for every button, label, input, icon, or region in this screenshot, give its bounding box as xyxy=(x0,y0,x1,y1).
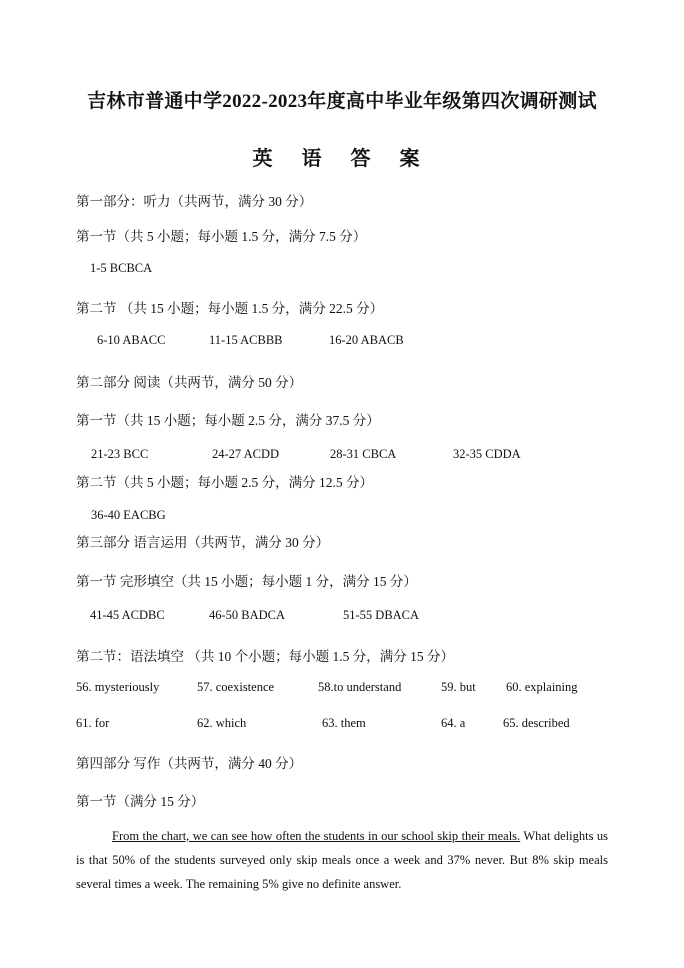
grammar-answer: 62. which xyxy=(197,716,247,730)
document-subtitle: 英 语 答 案 xyxy=(252,148,432,170)
part4-heading: 第四部分 写作（共两节，满分 40 分） xyxy=(76,756,303,771)
answer-group: 11-15 ACBBB xyxy=(209,333,283,347)
part3-heading: 第三部分 语言运用（共两节，满分 30 分） xyxy=(76,535,330,550)
part1-section2-heading: 第二节 （共 15 小题；每小题 1.5 分，满分 22.5 分） xyxy=(76,301,384,316)
grammar-answer: 61. for xyxy=(76,716,110,730)
answer-group: 24-27 ACDD xyxy=(212,447,280,461)
part3-section1-heading: 第一节 完形填空（共 15 小题；每小题 1 分，满分 15 分） xyxy=(76,574,417,589)
part4-section1-heading: 第一节（满分 15 分） xyxy=(76,794,205,809)
part2-heading: 第二部分 阅读（共两节，满分 50 分） xyxy=(76,375,303,390)
grammar-answer: 63. them xyxy=(322,716,366,730)
grammar-answer: 56. mysteriously xyxy=(76,680,160,694)
answer-group: 28-31 CBCA xyxy=(330,447,397,461)
document-title: 吉林市普通中学2022-2023年度高中毕业年级第四次调研测试 xyxy=(87,91,597,112)
essay-body-text: What delights us is that 50% of the students surveyed only skip meals once a week and 37% never. But 8% skip meals several times a week. The remaining 5% give no definite answer. xyxy=(76,829,608,891)
answer-group: 6-10 ABACC xyxy=(97,333,166,347)
answer-group: 32-35 CDDA xyxy=(453,447,521,461)
grammar-answer: 64. a xyxy=(441,716,466,730)
grammar-answer: 58.to understand xyxy=(318,680,402,694)
answer-group: 36-40 EACBG xyxy=(91,508,166,522)
part1-heading: 第一部分：听力（共两节，满分 30 分） xyxy=(76,194,313,209)
sample-essay-paragraph xyxy=(76,824,608,896)
answer-group: 46-50 BADCA xyxy=(209,608,286,622)
part1-section1-heading: 第一节（共 5 小题；每小题 1.5 分，满分 7.5 分） xyxy=(76,229,367,244)
answer-group: 21-23 BCC xyxy=(91,447,149,461)
answer-group: 1-5 BCBCA xyxy=(90,261,153,275)
grammar-answer: 59. but xyxy=(441,680,476,694)
part2-section1-heading: 第一节（共 15 小题；每小题 2.5 分，满分 37.5 分） xyxy=(76,413,380,428)
grammar-answer: 60. explaining xyxy=(506,680,578,694)
grammar-answer: 65. described xyxy=(503,716,570,730)
part2-section2-heading: 第二节（共 5 小题；每小题 2.5 分，满分 12.5 分） xyxy=(76,475,373,490)
essay-underlined-sentence: From the chart, we can see how often the students in our school skip their meals. xyxy=(112,829,521,843)
answer-group: 51-55 DBACA xyxy=(343,608,420,622)
answer-group: 41-45 ACDBC xyxy=(90,608,165,622)
part3-section2-heading: 第二节：语法填空 （共 10 个小题；每小题 1.5 分，满分 15 分） xyxy=(76,649,454,664)
answer-group: 16-20 ABACB xyxy=(329,333,404,347)
grammar-answer: 57. coexistence xyxy=(197,680,275,694)
